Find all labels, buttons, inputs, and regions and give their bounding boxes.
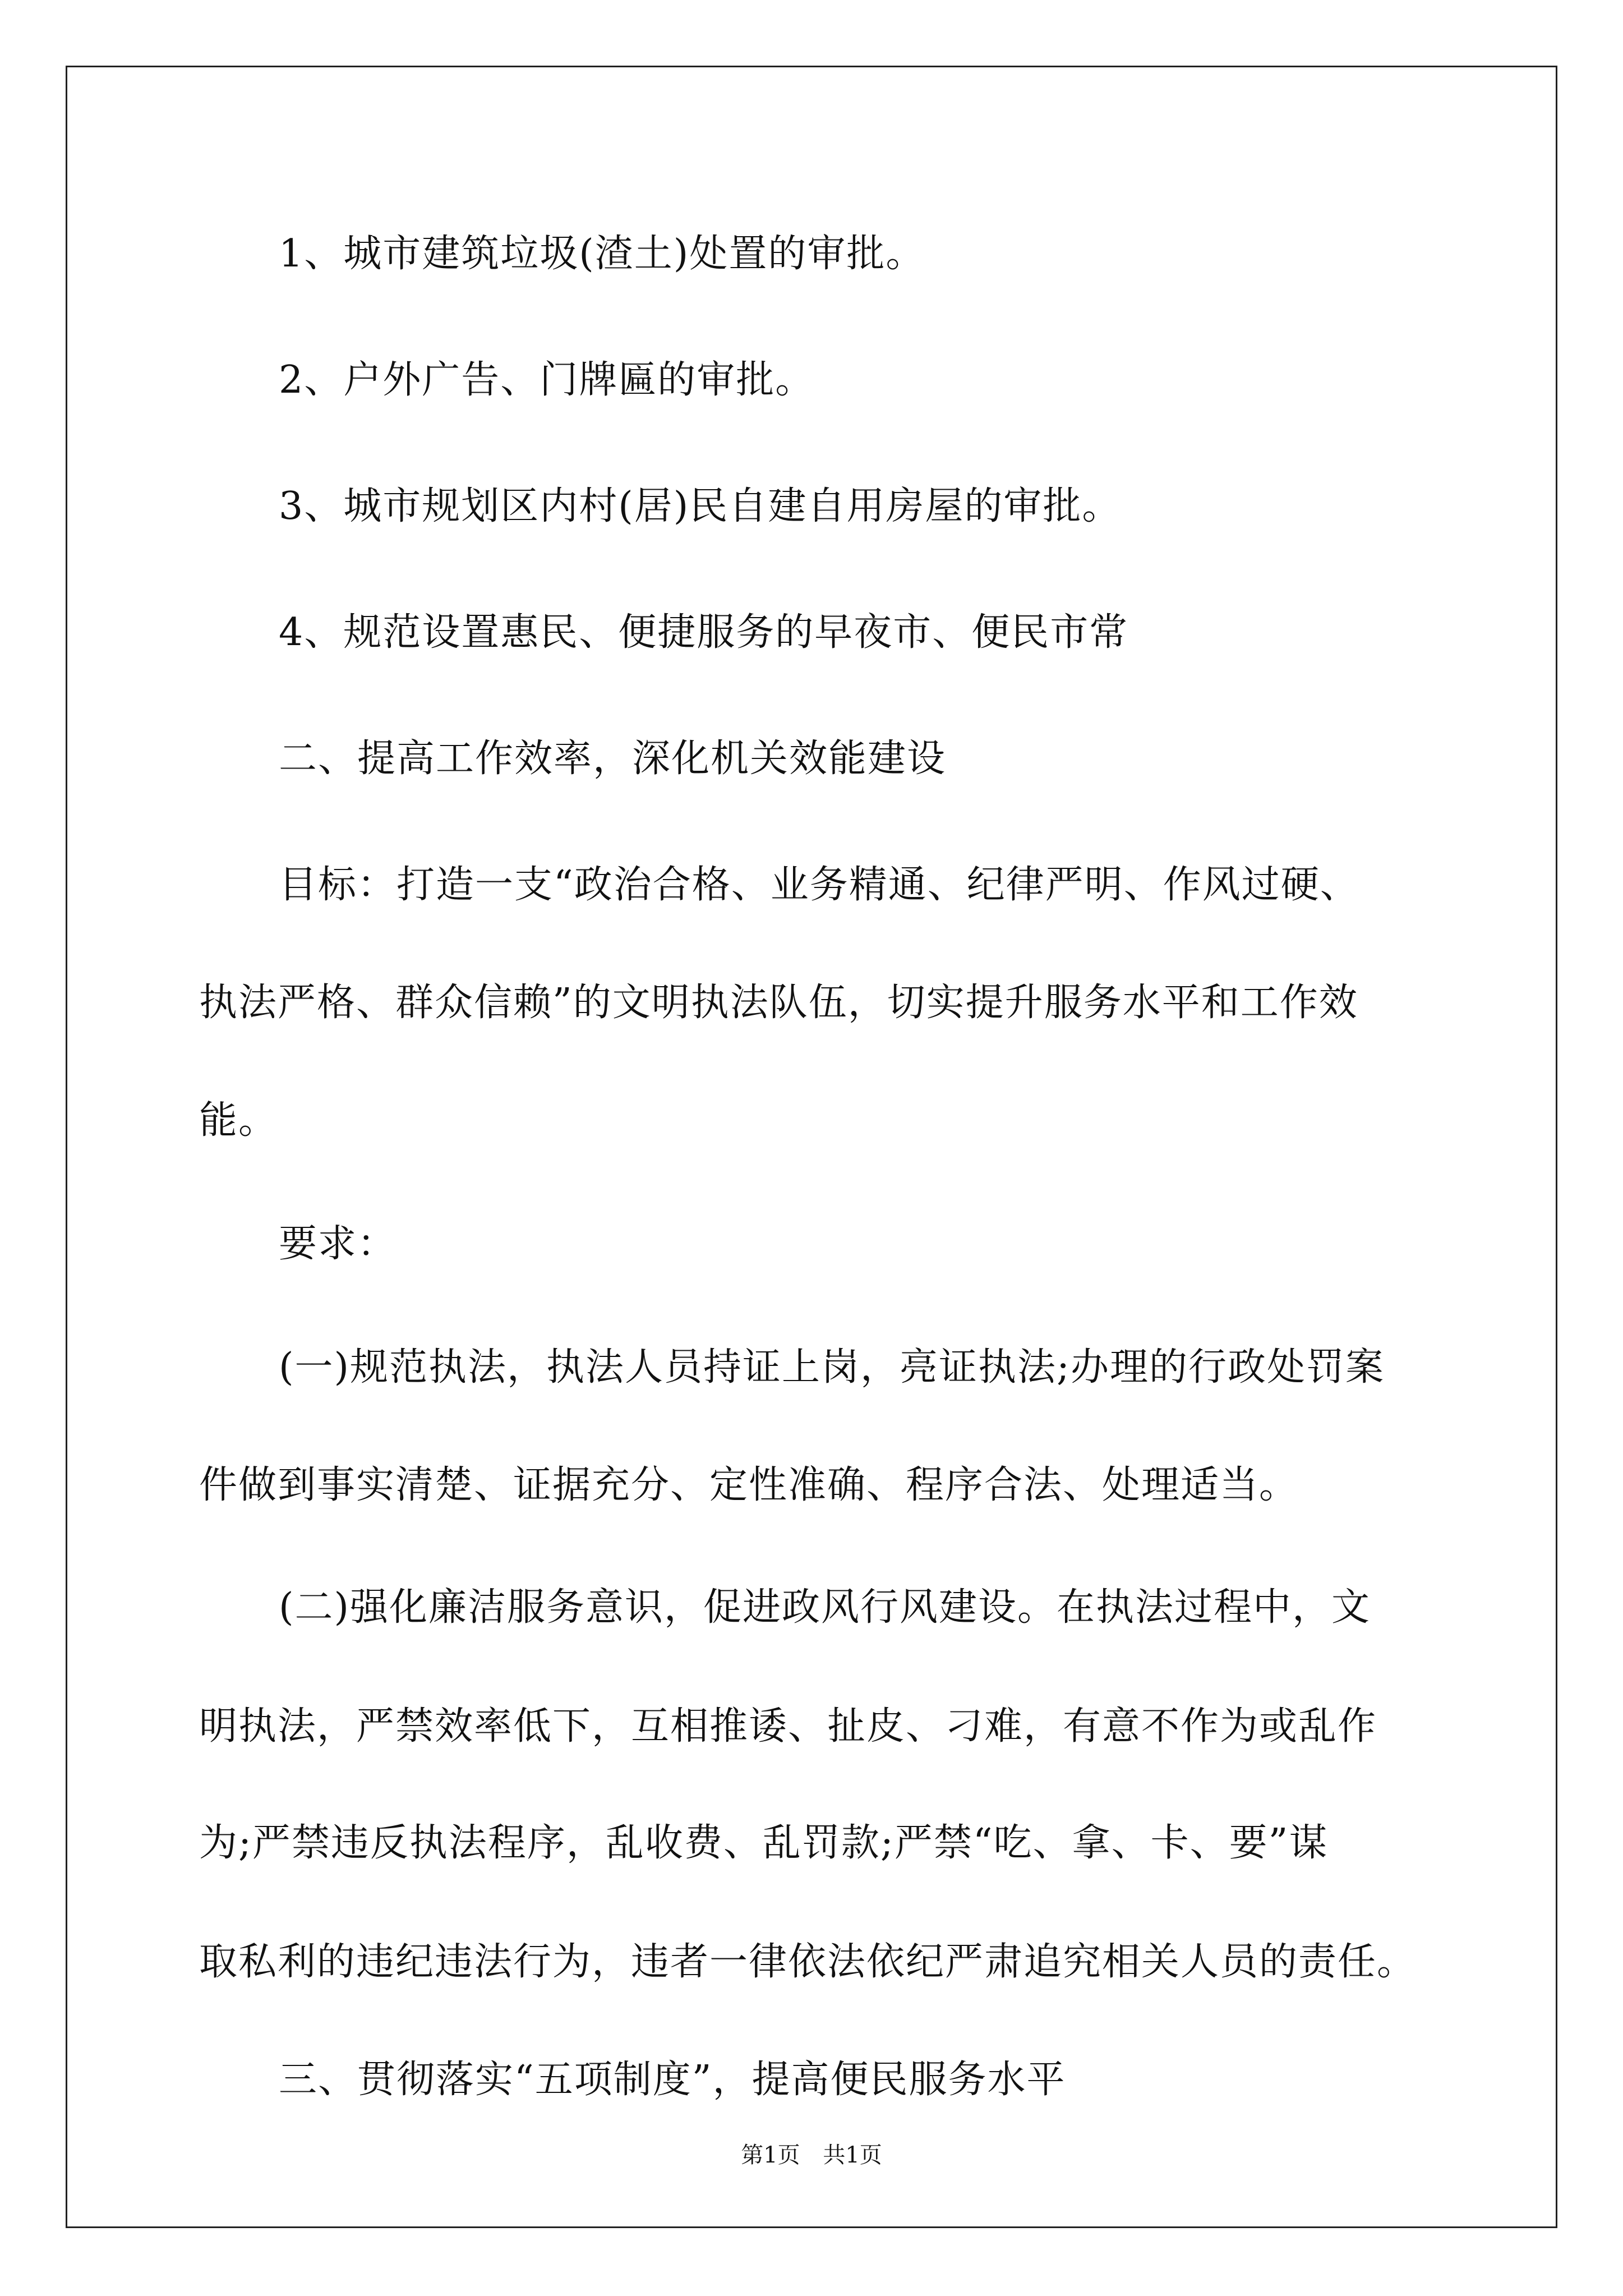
list-item-4: 4、规范设置惠民、便捷服务的早夜市、便民市常	[279, 610, 1129, 655]
requirement-2-line-4: 取私利的违纪违法行为，违者一律依法依纪严肃追究相关人员的责任。	[199, 1940, 1417, 1984]
section-heading-2: 二、提高工作效率，深化机关效能建设	[279, 737, 947, 781]
page-total: 共1页	[823, 2142, 882, 2168]
requirement-1-line-2: 件做到事实清楚、证据充分、定性准确、程序合法、处理适当。	[199, 1463, 1299, 1507]
requirements-label: 要求：	[279, 1222, 397, 1266]
page-number: 第1页	[741, 2142, 800, 2168]
requirement-2-line-2: 明执法，严禁效率低下，互相推诿、扯皮、刁难，有意不作为或乱作	[199, 1704, 1377, 1749]
requirement-2-line-3: 为;严禁违反执法程序，乱收费、乱罚款;严禁“吃、拿、卡、要”谋	[199, 1821, 1329, 1865]
requirement-2-line-1: (二)强化廉洁服务意识，促进政风行风建设。在执法过程中，文	[279, 1585, 1371, 1630]
list-item-1: 1、城市建筑垃圾(渣土)处置的审批。	[279, 232, 925, 276]
list-item-2: 2、户外广告、门牌匾的审批。	[279, 358, 815, 402]
requirement-1-line-1: (一)规范执法，执法人员持证上岗，亮证执法;办理的行政处罚案	[279, 1345, 1385, 1389]
paragraph-goal-line-1: 目标：打造一支“政治合格、业务精通、纪律严明、作风过硬、	[279, 863, 1359, 907]
paragraph-goal-line-2: 执法严格、群众信赖”的文明执法队伍，切实提升服务水平和工作效	[199, 981, 1358, 1025]
section-heading-3: 三、贯彻落实“五项制度”，提高便民服务水平	[279, 2058, 1066, 2102]
page-footer	[0, 2142, 1623, 2169]
list-item-3: 3、城市规划区内村(居)民自建自用房屋的审批。	[279, 484, 1122, 528]
paragraph-goal-line-3: 能。	[199, 1098, 278, 1143]
